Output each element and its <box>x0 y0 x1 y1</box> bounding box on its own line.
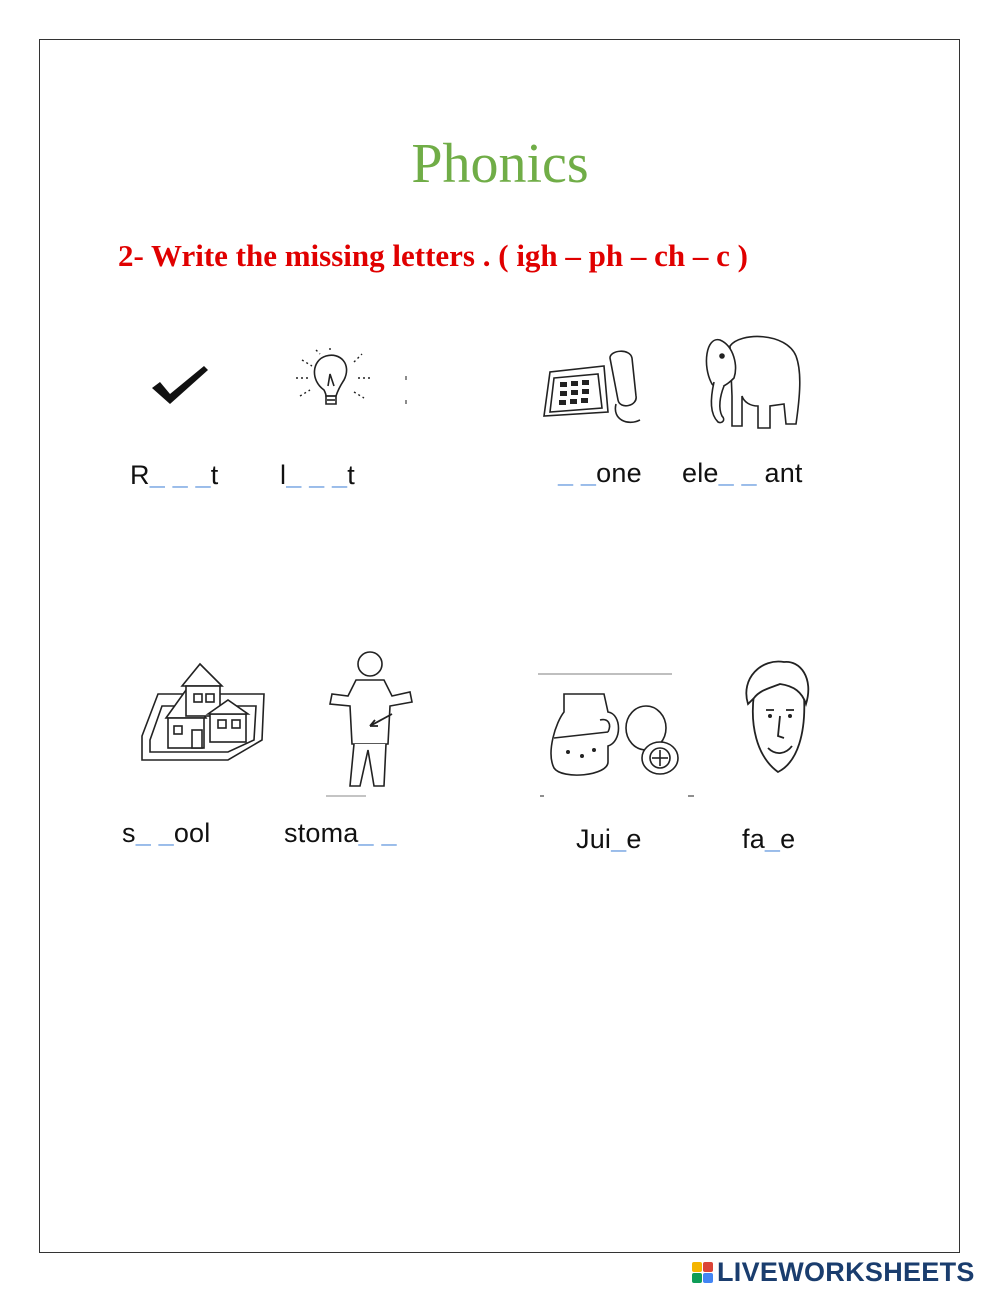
word-prefix: R <box>130 460 150 490</box>
liveworksheets-logo[interactable] <box>692 1256 975 1288</box>
word-suffix: ant <box>756 458 803 488</box>
word-item-face <box>742 824 795 855</box>
logo-squares-icon <box>692 1262 713 1283</box>
word-item-phone <box>558 458 642 489</box>
answer-blank[interactable]: _ _ _ <box>149 460 211 490</box>
word-prefix: stoma <box>284 818 359 848</box>
word-item-light <box>280 460 355 491</box>
stomach-icon <box>326 646 416 798</box>
logo-square <box>703 1273 713 1283</box>
checkmark-icon <box>148 362 212 408</box>
logo-square <box>703 1262 713 1272</box>
word-item-school <box>122 818 210 849</box>
school-icon <box>138 656 268 772</box>
word-prefix: fa <box>742 824 765 854</box>
answer-blank[interactable]: _ _ _ <box>286 460 348 490</box>
word-suffix: ool <box>173 818 211 848</box>
telephone-icon <box>536 346 652 430</box>
logo-square <box>692 1273 702 1283</box>
word-item-stomach <box>284 818 397 849</box>
instruction-text: 2- Write the missing letters . ( igh – ph – ch – c ) <box>118 238 748 273</box>
logo-square <box>692 1262 702 1272</box>
word-prefix: ele <box>682 458 719 488</box>
word-suffix: e <box>626 824 642 854</box>
answer-blank[interactable]: _ _ <box>135 818 174 848</box>
answer-blank[interactable]: _ <box>764 824 781 854</box>
word-item-right <box>130 460 218 491</box>
answer-blank[interactable]: _ _ <box>358 818 397 848</box>
word-prefix: l <box>280 460 287 490</box>
word-item-elephant <box>682 458 803 489</box>
word-suffix: t <box>347 460 355 490</box>
logo-text: LIVEWORKSHEETS <box>717 1256 975 1287</box>
answer-blank[interactable]: _ _ <box>558 458 597 488</box>
page-title: Phonics <box>411 133 589 195</box>
answer-blank[interactable]: _ _ <box>718 458 757 488</box>
word-prefix: Jui <box>576 824 612 854</box>
word-prefix: s <box>122 818 136 848</box>
face-icon <box>740 656 814 780</box>
word-suffix: t <box>210 460 219 490</box>
elephant-icon <box>700 326 804 432</box>
juice-icon <box>538 672 698 798</box>
lightbulb-icon <box>278 346 410 426</box>
word-suffix: e <box>780 824 796 854</box>
worksheet-frame <box>39 39 960 1253</box>
word-suffix: one <box>596 458 642 488</box>
answer-blank[interactable]: _ <box>611 824 627 854</box>
word-item-juice <box>576 824 642 855</box>
